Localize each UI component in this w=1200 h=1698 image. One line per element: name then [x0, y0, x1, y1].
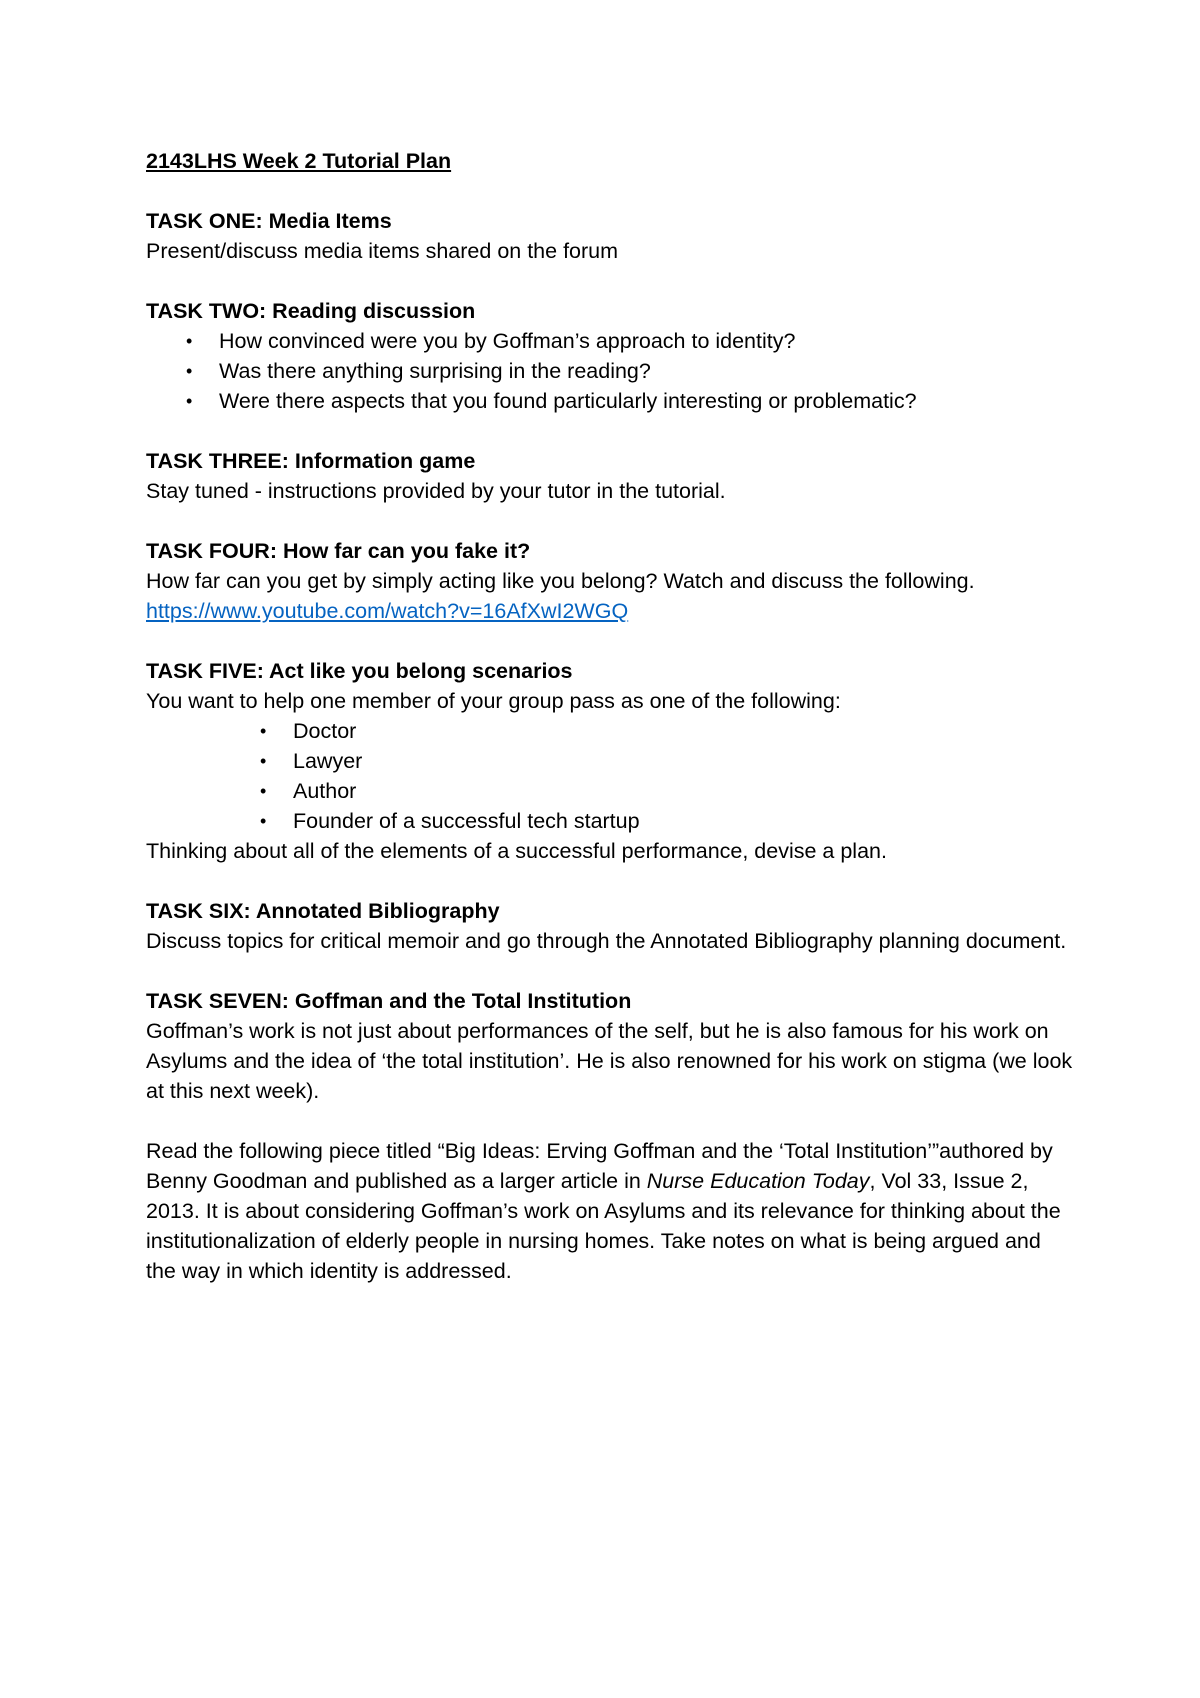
list-item	[146, 386, 1076, 416]
task-seven-section	[146, 986, 1076, 1106]
bullet-icon: •	[186, 331, 193, 351]
task-one-section	[146, 206, 1076, 266]
task-five-outro: Thinking about all of the elements of a successful performance, devise a plan.	[146, 839, 887, 863]
reading-text-part1: Read the following piece titled “Big Ideas: Erving Goffman and the ‘Total Institution’”authored by Benny Goodman and published as a larger article in	[146, 1139, 1053, 1193]
task-five-intro: You want to help one member of your group pass as one of the following:	[146, 689, 841, 713]
task-two-section	[146, 296, 1076, 416]
task-six-heading: TASK SIX: Annotated Bibliography	[146, 899, 500, 923]
task-three-heading: TASK THREE: Information game	[146, 449, 476, 473]
list-item-text: Lawyer	[293, 749, 363, 773]
task-two-heading: TASK TWO: Reading discussion	[146, 299, 476, 323]
task-seven-text: Goffman’s work is not just about performances of the self, but he is also famous for his work on Asylums and the idea of ‘the total institution’. He is also renowned for his work on stigma (we look at this next week).	[146, 1019, 1073, 1103]
task-five-heading: TASK FIVE: Act like you belong scenarios	[146, 659, 573, 683]
task-five-section	[146, 656, 1076, 866]
bullet-icon: •	[260, 721, 267, 741]
list-item-text: How convinced were you by Goffman’s approach to identity?	[219, 329, 796, 353]
list-item	[146, 356, 1076, 386]
reading-text-part2: , Vol 33, Issue 2, 2013. It is about considering Goffman’s work on Asylums and its relevance for thinking about the institutionalization of elderly people in nursing homes. Take notes on what is being argued and the way in which identity is addressed.	[146, 1169, 1061, 1283]
task-six-section	[146, 896, 1076, 956]
task-two-question-list	[146, 326, 1076, 416]
list-item-text: Founder of a successful tech startup	[293, 809, 640, 833]
list-item	[146, 806, 1076, 836]
list-item	[146, 746, 1076, 776]
document-page	[146, 146, 1076, 1286]
bullet-icon: •	[186, 391, 193, 411]
task-three-text: Stay tuned - instructions provided by your tutor in the tutorial.	[146, 479, 726, 503]
task-one-text: Present/discuss media items shared on the forum	[146, 239, 619, 263]
bullet-icon: •	[260, 781, 267, 801]
list-item	[146, 716, 1076, 746]
journal-title: Nurse Education Today	[646, 1169, 870, 1193]
task-four-heading: TASK FOUR: How far can you fake it?	[146, 539, 531, 563]
list-item-text: Was there anything surprising in the reading?	[219, 359, 651, 383]
task-one-heading: TASK ONE: Media Items	[146, 209, 392, 233]
bullet-icon: •	[186, 361, 193, 381]
task-four-text: How far can you get by simply acting like you belong? Watch and discuss the following.	[146, 569, 975, 593]
list-item-text: Doctor	[293, 719, 357, 743]
document-title: 2143LHS Week 2 Tutorial Plan	[146, 149, 452, 173]
reading-paragraph	[146, 1136, 1076, 1286]
youtube-video-link[interactable]: https://www.youtube.com/watch?v=16AfXwI2WGQ	[146, 599, 629, 623]
task-seven-heading: TASK SEVEN: Goffman and the Total Institution	[146, 989, 632, 1013]
list-item	[146, 326, 1076, 356]
list-item-text: Author	[293, 779, 357, 803]
task-four-section	[146, 536, 1076, 626]
task-six-text: Discuss topics for critical memoir and go through the Annotated Bibliography planning document.	[146, 929, 1067, 953]
bullet-icon: •	[260, 751, 267, 771]
list-item-text: Were there aspects that you found particularly interesting or problematic?	[219, 389, 917, 413]
task-five-role-list	[146, 716, 1076, 836]
list-item	[146, 776, 1076, 806]
task-three-section	[146, 446, 1076, 506]
bullet-icon: •	[260, 811, 267, 831]
